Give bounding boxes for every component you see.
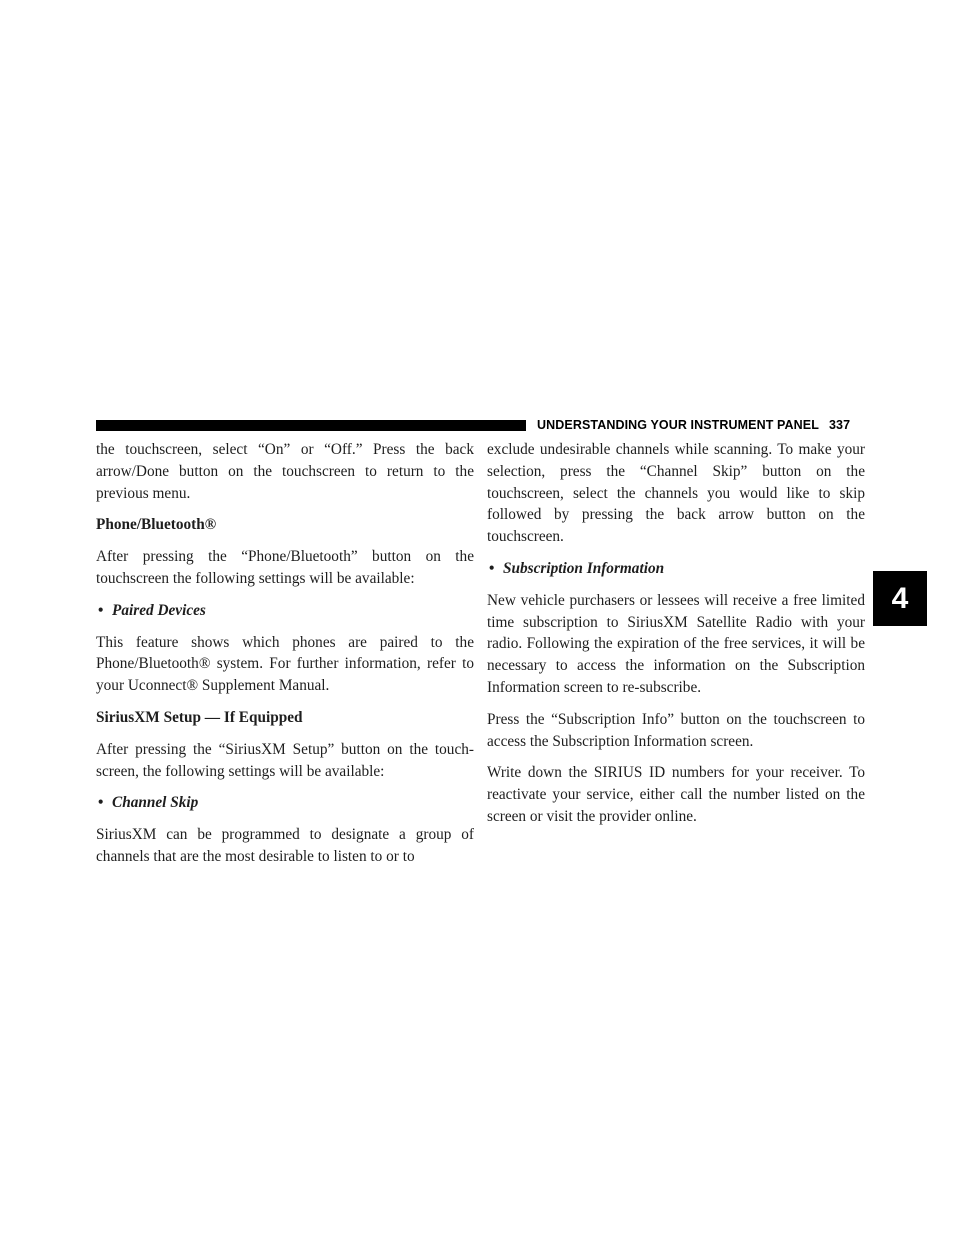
- paragraph: After pressing the “SiriusXM Setup” button on the touch-screen, the following settings will be available:: [96, 740, 474, 780]
- bullet-label: Subscription Information: [503, 559, 665, 577]
- paragraph: This feature shows which phones are paired to the Phone/Bluetooth® system. For further information, refer to your Uconnect® Supplement Manual.: [96, 633, 474, 695]
- running-head: [537, 416, 850, 434]
- page-number: 337: [828, 418, 851, 432]
- left-column: [96, 439, 474, 878]
- bullet-paired-devices: [96, 600, 474, 622]
- bullet-dot-icon: •: [98, 601, 104, 619]
- paragraph: Write down the SIRIUS ID numbers for your receiver. To reactivate your service, either call the number listed on the screen or visit the provider online.: [487, 764, 865, 825]
- section-heading-phone-bluetooth: Phone/Bluetooth®: [96, 516, 217, 534]
- bullet-channel-skip: [96, 792, 474, 814]
- paragraph: exclude undesirable channels while scanning. To make your selection, press the “Channel Skip” button on the touchscreen, select the channels you would like to skip followed by pressing the back arrow button on the touchscreen.: [487, 441, 865, 546]
- bullet-label: Paired Devices: [112, 601, 206, 619]
- paragraph: SiriusXM can be programmed to designate a group of channels that are the most desirable to listen to or to: [96, 826, 474, 865]
- chapter-tab: 4: [873, 571, 927, 626]
- right-column: [487, 439, 865, 838]
- bullet-subscription-information: [487, 558, 865, 580]
- bullet-dot-icon: •: [489, 559, 495, 577]
- running-head-title: UNDERSTANDING YOUR INSTRUMENT PANEL: [537, 418, 819, 432]
- header-rule: [96, 420, 526, 431]
- section-heading-siriusxm-setup: SiriusXM Setup — If Equipped: [96, 708, 303, 726]
- paragraph: Press the “Subscription Info” button on the touchscreen to access the Subscription Information screen.: [487, 710, 865, 750]
- bullet-label: Channel Skip: [112, 794, 199, 812]
- paragraph: the touchscreen, select “On” or “Off.” Press the back arrow/Done button on the touchscreen to return to the previous menu.: [96, 441, 474, 502]
- bullet-dot-icon: •: [98, 794, 104, 812]
- paragraph: After pressing the “Phone/Bluetooth” button on the touchscreen the following settings will be available:: [96, 548, 474, 587]
- paragraph: New vehicle purchasers or lessees will receive a free limited time subscription to SiriusXM Satellite Radio with your radio. Following the expiration of the free services, it will be necessary to access the information on the Subscription Information screen to re-subscribe.: [487, 591, 865, 696]
